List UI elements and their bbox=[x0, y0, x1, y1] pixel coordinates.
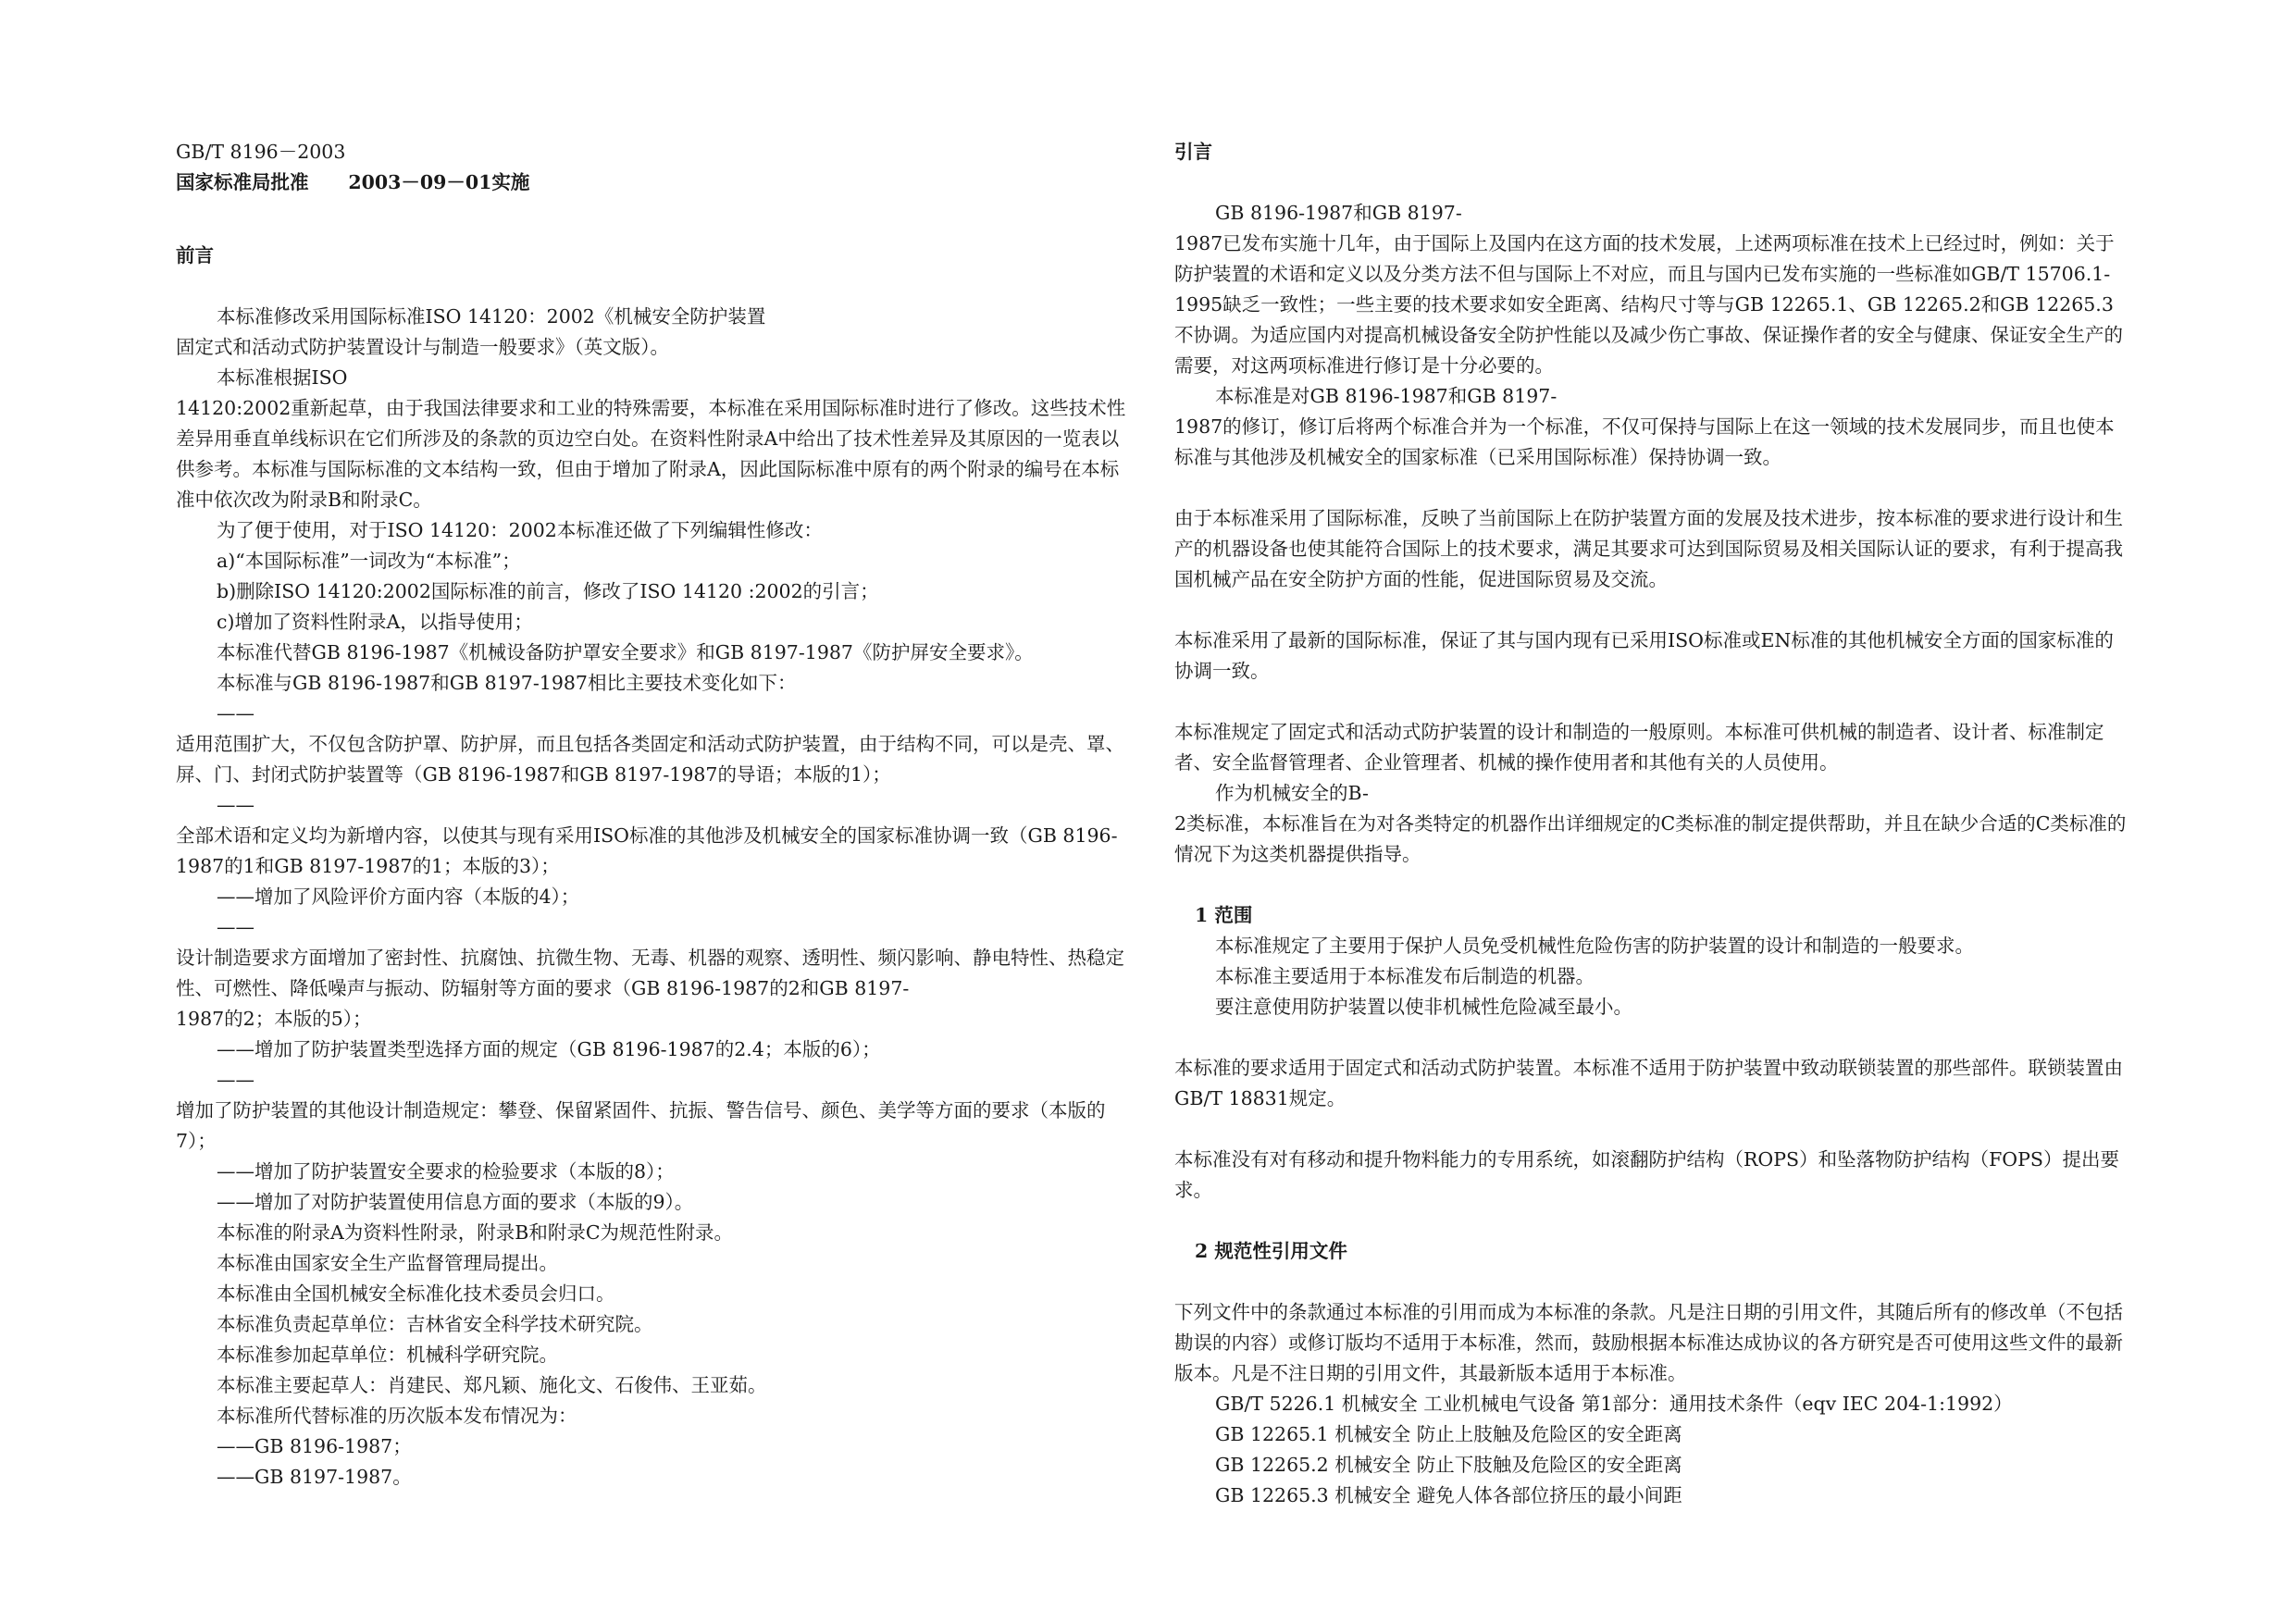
list-item: ——增加了对防护装置使用信息方面的要求（本版的9）。 bbox=[217, 1191, 694, 1213]
paragraph: 本标准参加起草单位：机械科学研究院。 bbox=[217, 1344, 558, 1366]
paragraph: 本标准主要起草人：肖建民、郑凡颖、施化文、石俊伟、王亚茹。 bbox=[217, 1374, 767, 1396]
dash-marker: —— bbox=[217, 794, 254, 816]
list-item: c)增加了资料性附录A，以指导使用； bbox=[217, 611, 533, 633]
left-column bbox=[176, 137, 1134, 1493]
list-item: ——GB 8196-1987； bbox=[217, 1435, 412, 1457]
reference-item: GB 12265.1 机械安全 防止上肢触及危险区的安全距离 bbox=[1215, 1423, 1682, 1445]
paragraph: 全部术语和定义均为新增内容，以使其与现有采用ISO标准的其他涉及机械安全的国家标准协调一致（GB 8196-1987的1和GB 8197-1987的1；本版的3）； bbox=[176, 824, 1118, 877]
paragraph: 1987的2；本版的5）； bbox=[176, 1008, 372, 1030]
list-item: ——增加了防护装置类型选择方面的规定（GB 8196-1987的2.4；本版的6）； bbox=[217, 1038, 881, 1060]
paragraph: 14120:2002重新起草，由于我国法律要求和工业的特殊需要，本标准在采用国际标准时进行了修改。这些技术性差异用垂直单线标识在它们所涉及的条款的页边空白处。在资料性附录A中给出了技术性差异及其原因的一览表以供参考。本标准与国际标准的文本结构一致，但由于增加了附录A，因此国际标准中原有的两个附录的编号在本标准中依次改为附录B和附录C。 bbox=[176, 397, 1126, 511]
reference-item: GB/T 5226.1 机械安全 工业机械电气设备 第1部分：通用技术条件（eqv IEC 204-1:1992） bbox=[1215, 1393, 2013, 1415]
list-item: b)删除ISO 14120:2002国际标准的前言，修改了ISO 14120 :2002的引言； bbox=[217, 580, 879, 602]
paragraph: 由于本标准采用了国际标准，反映了当前国际上在防护装置方面的发展及技术进步，按本标准的要求进行设计和生产的机器设备也使其能符合国际上的技术要求，满足其要求可达到国际贸易及相关国际认证的要求，有利于提高我国机械产品在安全防护方面的性能，促进国际贸易及交流。 bbox=[1174, 507, 2123, 590]
paragraph: 本标准规定了固定式和活动式防护装置的设计和制造的一般原则。本标准可供机械的制造者、设计者、标准制定者、安全监督管理者、企业管理者、机械的操作使用者和其他有关的人员使用。 bbox=[1174, 721, 2104, 774]
paragraph: 增加了防护装置的其他设计制造规定：攀登、保留紧固件、抗振、警告信号、颜色、美学等方面的要求（本版的7）； bbox=[176, 1099, 1106, 1152]
section-1-heading: 1 范围 bbox=[1195, 904, 1253, 926]
paragraph: 为了便于使用，对于ISO 14120：2002本标准还做了下列编辑性修改： bbox=[217, 519, 823, 541]
paragraph: 2类标准，本标准旨在为对各类特定的机器作出详细规定的C类标准的制定提供帮助，并且在缺少合适的C类标准的情况下为这类机器提供指导。 bbox=[1174, 812, 2127, 865]
paragraph: 本标准修改采用国际标准ISO 14120：2002《机械安全防护装置 bbox=[217, 305, 766, 328]
paragraph: 本标准规定了主要用于保护人员免受机械性危险伤害的防护装置的设计和制造的一般要求。 bbox=[1215, 935, 1974, 957]
paragraph: 本标准代替GB 8196-1987《机械设备防护罩安全要求》和GB 8197-1987《防护屏安全要求》。 bbox=[217, 641, 1034, 663]
paragraph: 本标准与GB 8196-1987和GB 8197-1987相比主要技术变化如下： bbox=[217, 672, 797, 694]
right-column bbox=[1174, 137, 2132, 1511]
paragraph: 1987的修订，修订后将两个标准合并为一个标准，不仅可保持与国际上在这一领域的技术发展同步，而且也使本标准与其他涉及机械安全的国家标准（已采用国际标准）保持协调一致。 bbox=[1174, 415, 2115, 468]
foreword-heading: 前言 bbox=[176, 244, 214, 266]
paragraph: 设计制造要求方面增加了密封性、抗腐蚀、抗微生物、无毒、机器的观察、透明性、频闪影响、静电特性、热稳定性、可燃性、降低噪声与振动、防辐射等方面的要求（GB 8196-1987的2和GB 8197- bbox=[176, 947, 1124, 999]
list-item: a)“本国际标准”一词改为“本标准”； bbox=[217, 550, 521, 572]
paragraph: 本标准采用了最新的国际标准，保证了其与国内现有已采用ISO标准或EN标准的其他机械安全方面的国家标准的协调一致。 bbox=[1174, 629, 2114, 682]
paragraph: 本标准负责起草单位：吉林省安全科学技术研究院。 bbox=[217, 1313, 653, 1335]
paragraph: 本标准的附录A为资料性附录，附录B和附录C为规范性附录。 bbox=[217, 1221, 734, 1244]
reference-item: GB 12265.3 机械安全 避免人体各部位挤压的最小间距 bbox=[1215, 1484, 1682, 1506]
paragraph: 1987已发布实施十几年，由于国际上及国内在这方面的技术发展，上述两项标准在技术上已经过时，例如：关于防护装置的术语和定义以及分类方法不但与国际上不对应，而且与国内已发布实施的一些标准如GB/T 15706.1-1995缺乏一致性；一些主要的技术要求如安全距离、结构尺寸等与GB 12265.1、GB 12265.2和GB 12265.3不协调。为适应国内对提高机械设备安全防护性能以及减少伤亡事故、保证操作者的安全与健康、保证安全生产的需要，对这两项标准进行修订是十分必要的。 bbox=[1174, 232, 2123, 377]
paragraph: 要注意使用防护装置以使非机械性危险减至最小。 bbox=[1215, 996, 1632, 1018]
paragraph: 作为机械安全的B- bbox=[1215, 782, 1369, 804]
standard-code: GB/T 8196－2003 bbox=[176, 141, 346, 163]
paragraph: 本标准根据ISO bbox=[217, 366, 348, 389]
paragraph: 本标准是对GB 8196-1987和GB 8197- bbox=[1215, 385, 1558, 407]
list-item: ——增加了防护装置安全要求的检验要求（本版的8）； bbox=[217, 1160, 675, 1183]
dash-marker: —— bbox=[217, 1069, 254, 1091]
list-item: ——GB 8197-1987。 bbox=[217, 1466, 412, 1488]
paragraph: 适用范围扩大，不仅包含防护罩、防护屏，而且包括各类固定和活动式防护装置，由于结构不同，可以是壳、罩、屏、门、封闭式防护装置等（GB 8196-1987和GB 8197-1987的导语；本版的1）； bbox=[176, 733, 1124, 786]
dash-marker: —— bbox=[217, 702, 254, 725]
paragraph: 本标准所代替标准的历次版本发布情况为： bbox=[217, 1405, 577, 1427]
paragraph: 本标准的要求适用于固定式和活动式防护装置。本标准不适用于防护装置中致动联锁装置的那些部件。联锁装置由GB/T 18831规定。 bbox=[1174, 1057, 2123, 1109]
paragraph: GB 8196-1987和GB 8197- bbox=[1215, 202, 1462, 224]
reference-item: GB 12265.2 机械安全 防止下肢触及危险区的安全距离 bbox=[1215, 1454, 1682, 1476]
paragraph: 下列文件中的条款通过本标准的引用而成为本标准的条款。凡是注日期的引用文件，其随后所有的修改单（不包括勘误的内容）或修订版均不适用于本标准，然而，鼓励根据本标准达成协议的各方研究是否可使用这些文件的最新版本。凡是不注日期的引用文件，其最新版本适用于本标准。 bbox=[1174, 1301, 2123, 1384]
paragraph: 本标准没有对有移动和提升物料能力的专用系统，如滚翻防护结构（ROPS）和坠落物防护结构（FOPS）提出要求。 bbox=[1174, 1148, 2119, 1201]
introduction-heading: 引言 bbox=[1174, 141, 1212, 163]
list-item: ——增加了风险评价方面内容（本版的4）； bbox=[217, 886, 580, 908]
paragraph: 本标准由全国机械安全标准化技术委员会归口。 bbox=[217, 1282, 615, 1305]
paragraph: 本标准主要适用于本标准发布后制造的机器。 bbox=[1215, 965, 1595, 987]
approval-line: 国家标准局批准 2003－09－01实施 bbox=[176, 171, 530, 193]
dash-marker: —— bbox=[217, 916, 254, 938]
paragraph: 本标准由国家安全生产监督管理局提出。 bbox=[217, 1252, 558, 1274]
paragraph: 固定式和活动式防护装置设计与制造一般要求》（英文版）。 bbox=[176, 336, 669, 358]
section-2-heading: 2 规范性引用文件 bbox=[1195, 1240, 1347, 1262]
